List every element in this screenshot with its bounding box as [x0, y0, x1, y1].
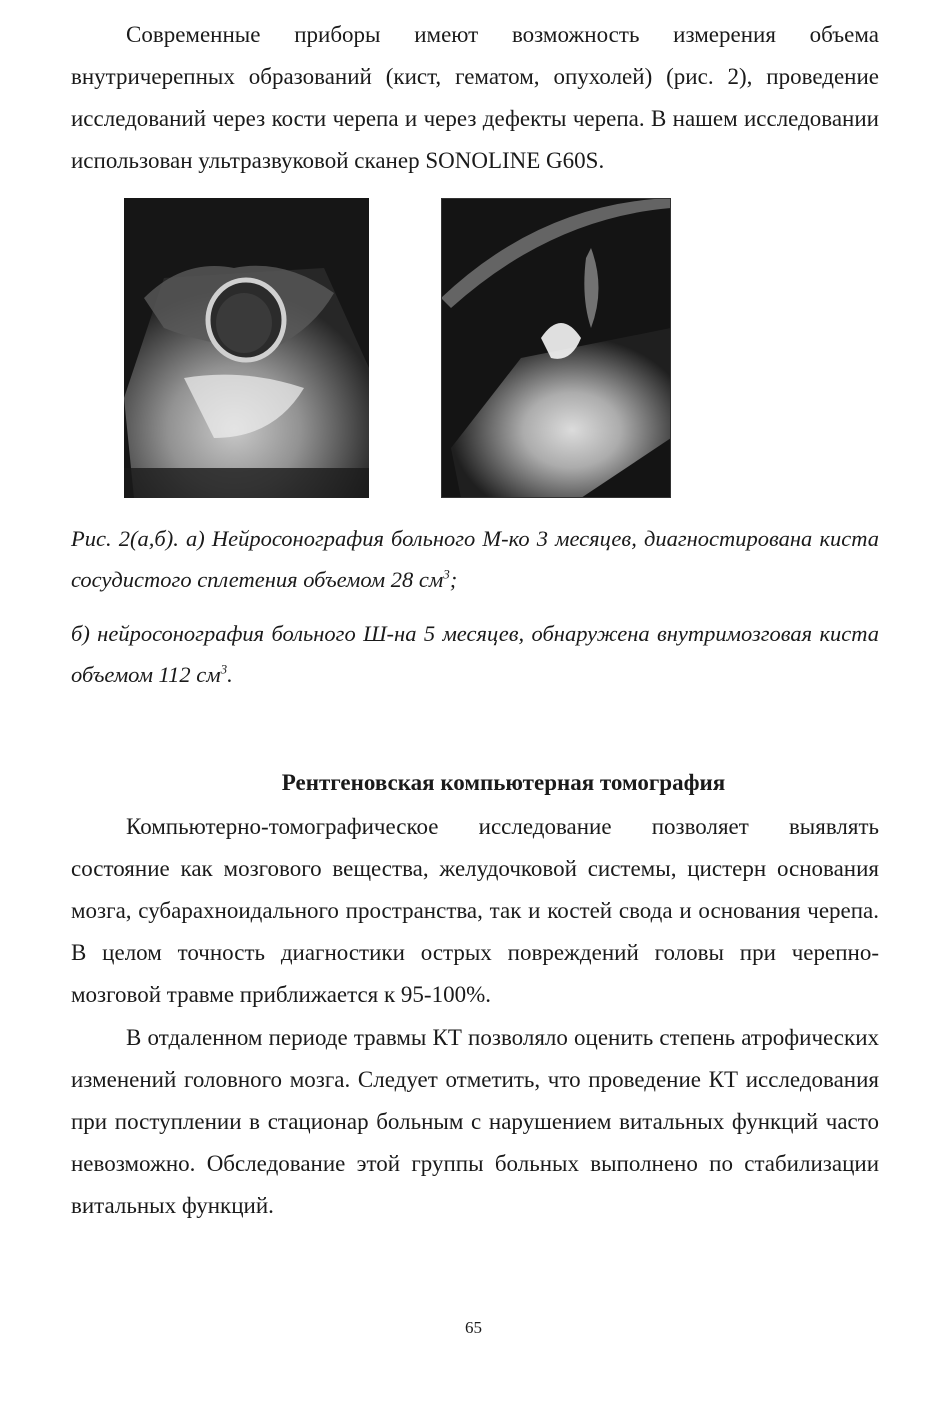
paragraph-ct: Компьютерно-томографическое исследование позволяет выявлять состояние как мозгового вещества, желудочковой системы, цистерн основания мозга, субарахноидального пространства, так и костей свода и основания черепа. В целом точность диагностики острых повреждений головы при черепно-мозговой травме приближается к 95-100%. [71, 814, 879, 1007]
ultrasound-image-a [124, 198, 369, 498]
paragraph-intro: Современные приборы имеют возможность измерения объема внутричерепных образований (кист, гематом, опухолей) (рис. 2), проведение исследований через кости черепа и через дефекты черепа. В нашем исследовании использован ультразвуковой сканер SONOLINE G60S. [71, 22, 879, 173]
caption-b-end: . [227, 662, 233, 687]
paragraph-ct-remote: В отдаленном периоде травмы КТ позволяло оценить степень атрофических изменений головного мозга. Следует отметить, что проведение КТ исследования при поступлении в стационар больным с нарушением витальных функций часто невозможно. Обследование этой группы больных выполнено по стабилизации витальных функций. [71, 1025, 879, 1218]
caption-a-end: ; [449, 567, 458, 592]
caption-b-sup: 3 [220, 661, 228, 677]
figure-caption-a [71, 518, 879, 600]
ultrasound-image-b [441, 198, 671, 498]
caption-b-text: б) нейросонография больного Ш-на 5 месяцев, обнаружена внутримозговая киста объемом 112 см [71, 621, 879, 687]
figure-caption-b [71, 613, 879, 695]
page-number: 65 [465, 1318, 482, 1337]
figure-2 [0, 198, 947, 498]
section-heading: Рентгеновская компьютерная томография [281, 770, 726, 795]
caption-a-text: Рис. 2(а,б). а) Нейросонография больного М-ко 3 месяцев, диагностирована киста сосудистого сплетения объемом 28 см [71, 526, 879, 592]
caption-a-sup: 3 [443, 566, 450, 582]
